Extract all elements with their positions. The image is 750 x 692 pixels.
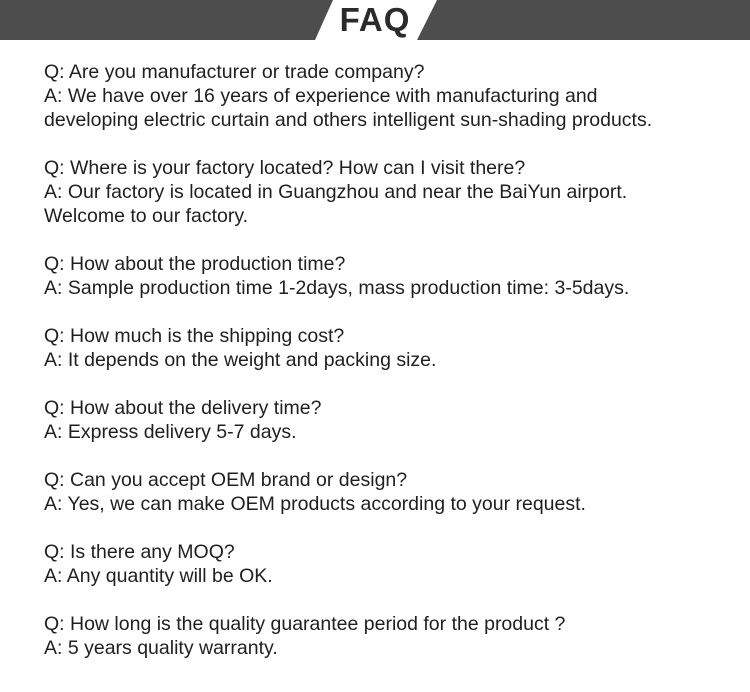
faq-question: Q: Can you accept OEM brand or design? xyxy=(44,469,408,491)
faq-item xyxy=(44,252,734,300)
faq-question: Q: Where is your factory located? How can I visit there? xyxy=(44,157,526,179)
faq-answer-continued: Welcome to our factory. xyxy=(44,205,249,227)
faq-item xyxy=(44,156,734,228)
faq-answer: A: Yes, we can make OEM products according to your request. xyxy=(44,493,586,515)
faq-question: Q: How long is the quality guarantee period for the product ? xyxy=(44,613,566,635)
faq-item xyxy=(44,468,734,516)
faq-answer: A: Any quantity will be OK. xyxy=(44,565,273,587)
faq-question: Q: Is there any MOQ? xyxy=(44,541,235,563)
faq-question: Q: How about the production time? xyxy=(44,253,346,275)
faq-header-banner xyxy=(0,0,750,42)
faq-item xyxy=(44,60,734,132)
faq-item xyxy=(44,396,734,444)
faq-answer: A: Our factory is located in Guangzhou and near the BaiYun airport. xyxy=(44,181,628,203)
faq-item xyxy=(44,612,734,660)
faq-question: Q: How about the delivery time? xyxy=(44,397,322,419)
faq-answer: A: Express delivery 5-7 days. xyxy=(44,421,297,443)
faq-item xyxy=(44,324,734,372)
faq-answer: A: We have over 16 years of experience with manufacturing and xyxy=(44,85,598,107)
faq-question: Q: How much is the shipping cost? xyxy=(44,325,345,347)
faq-answer: A: 5 years quality warranty. xyxy=(44,637,278,659)
page-title: FAQ xyxy=(339,1,411,38)
faq-question: Q: Are you manufacturer or trade company? xyxy=(44,61,425,83)
faq-answer-continued: developing electric curtain and others intelligent sun-shading products. xyxy=(44,109,653,131)
faq-item xyxy=(44,540,734,588)
faq-answer: A: It depends on the weight and packing size. xyxy=(44,349,437,371)
faq-answer: A: Sample production time 1-2days, mass production time: 3-5days. xyxy=(44,277,630,299)
faq-list xyxy=(44,60,734,684)
